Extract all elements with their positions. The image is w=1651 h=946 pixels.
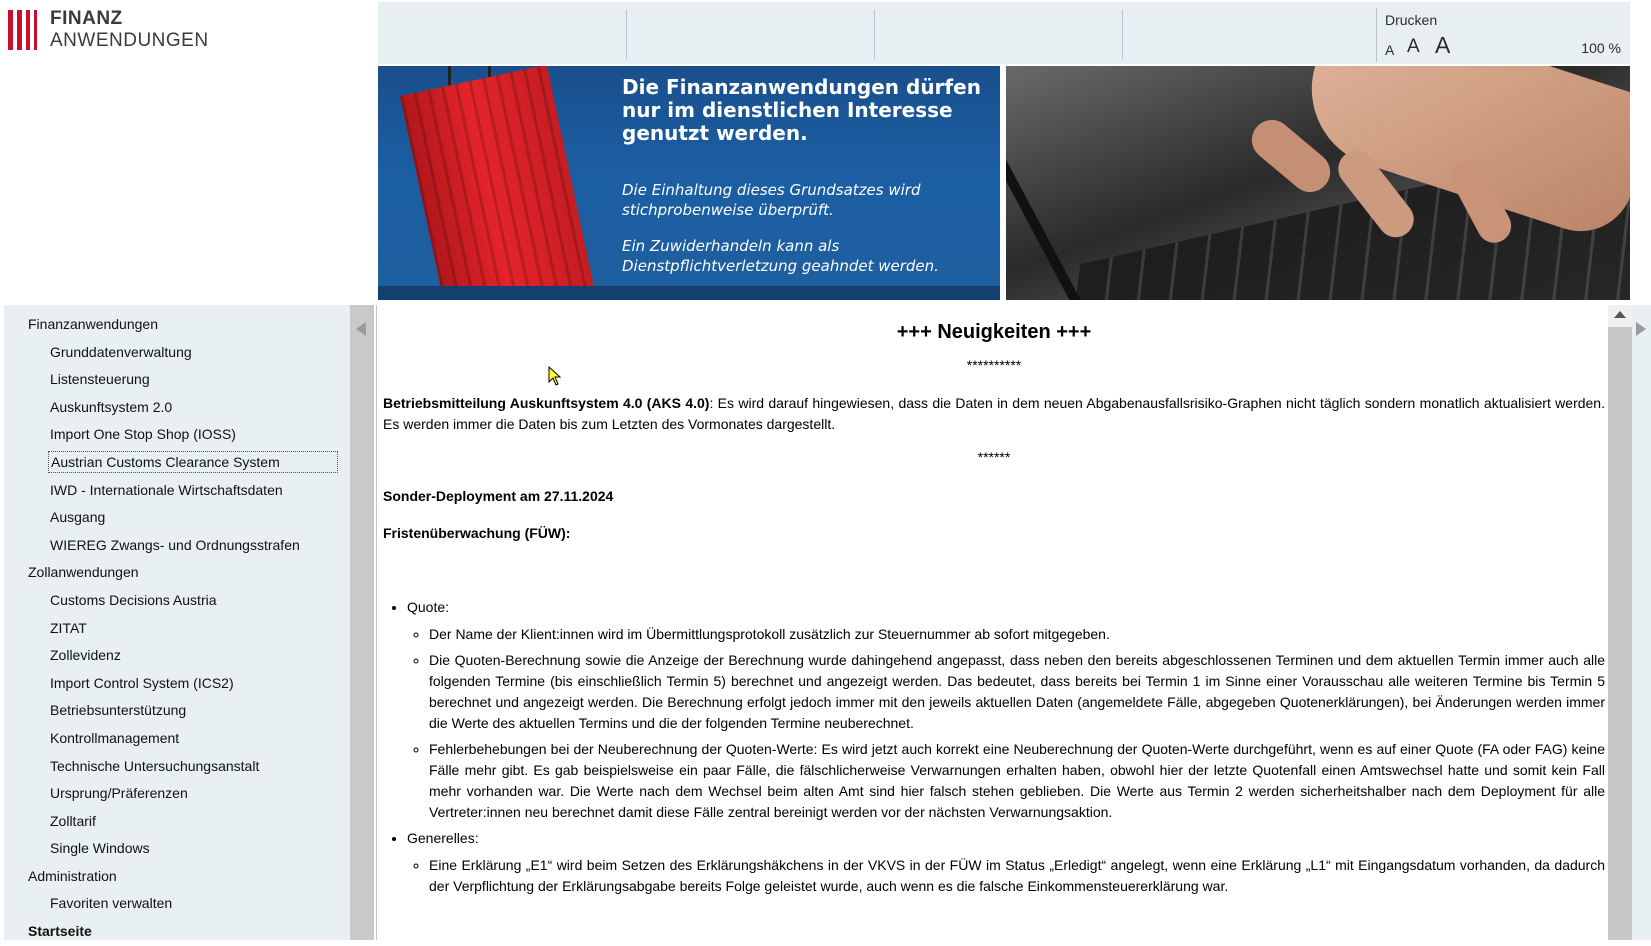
sidebar-item-label: Ausgang	[50, 509, 106, 526]
sidebar-item-label: Zollevidenz	[50, 647, 121, 664]
sidebar-item-label: Favoriten verwalten	[50, 895, 173, 912]
aks-notice-title: Betriebsmitteilung Auskunftsystem 4.0 (AKS 4.0)	[383, 395, 710, 411]
zoom-level: 100 %	[1581, 40, 1621, 56]
sidebar-item-label: Single Windows	[50, 840, 150, 857]
sidebar-item-label: IWD - Internationale Wirtschaftsdaten	[50, 481, 283, 498]
scroll-up-icon[interactable]	[1614, 311, 1626, 318]
sidebar-item-technische-untersuchungsanstalt[interactable]	[4, 753, 350, 781]
sidebar-item-auskunftsystem-2-0[interactable]	[4, 394, 350, 422]
news-content-pane	[376, 305, 1609, 940]
aks-notice-text: : Es wird darauf hingewiesen, dass die Daten in dem neuen Abgabenausfallsrisiko-Graphen nicht täglich sondern monatlich aktualisiert werden. Es werden immer die Daten bis zum Letzten des Vormonates dargestellt.	[383, 395, 1605, 432]
news-title: +++ Neuigkeiten +++	[896, 321, 1092, 343]
sidebar-item-startseite[interactable]	[4, 918, 350, 946]
list-item: ◦ Eine Erklärung „E1“ wird beim Setzen des Erklärungshäkchens in der VKVS in der FÜW im Status „Erledigt“ angelegt, wenn eine Erklärung „L1“ mit Eingangsdatum vorhanden, da dadurch der Verpflichtung der Erklärungsabgabe bereits Folge geleistet wurde, auch wenn es die falsche Einkommensteuererklärung war.	[429, 855, 1605, 897]
shipping-container-graphic	[400, 66, 595, 300]
sidebar-item-label: Administration	[28, 867, 117, 884]
sidebar-item-zolltarif[interactable]	[4, 808, 350, 836]
sidebar-item-customs-decisions-austria[interactable]	[4, 587, 350, 615]
sidebar-item-kontrollmanagement[interactable]	[4, 725, 350, 753]
content-scrollbar[interactable]	[1608, 305, 1632, 940]
sidebar-item-zitat[interactable]	[4, 615, 350, 643]
sidebar-item-favoriten-verwalten[interactable]	[4, 890, 350, 918]
general-label: Generelles:	[407, 830, 479, 846]
sidebar-item-label: ZITAT	[50, 619, 87, 636]
font-size-large-button[interactable]: A	[1435, 32, 1451, 58]
banner-headline: Die Finanzanwendungen dürfen nur im dienstlichen Interesse genutzt werden.	[622, 75, 981, 145]
sidebar-item-import-one-stop-shop-ioss[interactable]	[4, 421, 350, 449]
banner-keyboard-image	[1006, 66, 1630, 300]
sidebar-item-ursprung-präferenzen[interactable]	[4, 780, 350, 808]
sidebar-item-label: Customs Decisions Austria	[50, 591, 217, 608]
quote-sublist	[407, 624, 1605, 823]
finanz-logo	[8, 8, 368, 58]
sidebar-item-label: WIEREG Zwangs- und Ordnungsstrafen	[50, 536, 300, 553]
right-collapse-strip	[1632, 305, 1651, 940]
collapse-left-icon[interactable]	[356, 322, 366, 336]
nav-list	[4, 311, 350, 946]
sidebar-item-label: Ursprung/Präferenzen	[50, 785, 188, 802]
sidebar-item-betriebsunterstützung[interactable]	[4, 697, 350, 725]
sidebar-splitter[interactable]	[350, 305, 374, 940]
sidebar-item-import-control-system-ics2[interactable]	[4, 670, 350, 698]
deployment-heading: Sonder-Deployment am 27.11.2024	[383, 488, 614, 504]
sidebar-item-label: Listensteuerung	[50, 371, 150, 388]
mouse-pointer-icon	[548, 366, 562, 386]
toolbar-divider	[1122, 10, 1123, 60]
banner-notice-2: Ein Zuwiderhandeln kann als Dienstpflichtverletzung geahndet werden.	[622, 237, 939, 275]
font-size-medium-button[interactable]: A	[1407, 36, 1420, 57]
separator-stars: ******	[977, 449, 1011, 465]
sidebar-item-ausgang[interactable]	[4, 504, 350, 532]
sidebar-item-zollanwendungen[interactable]	[4, 559, 350, 587]
sidebar-item-label: Betriebsunterstützung	[50, 702, 187, 719]
sidebar-item-zollevidenz[interactable]	[4, 642, 350, 670]
list-item: ◦ Fehlerbehebungen bei der Neuberechnung der Quoten-Werte: Es wird jetzt auch korrekt eine Neuberechnung der Quoten-Werte durchgeführt, wenn es auf einer Quote (FA oder FAG) keine Fälle mehr gibt. Es gab beispielsweise ein paar Fälle, die fälschlicherweise Verwarnungen erhalten haben, obwohl hier der letzte Quotenfall einen Amtswechsel hatte und somit kein Fall mehr vorhanden war. Die Werte nach dem Wechsel beim alten Amt sind hier falsch stehen geblieben. Die Werte aus Termin 2 werden sicherheitshalber nach dem Deployment für alle Vertreter:innen neu berechnet damit diese Fälle zentral bereinigt werden vor der nächsten Verwarnungsaktion.	[429, 739, 1605, 823]
sidebar-item-grunddatenverwaltung[interactable]	[4, 339, 350, 367]
sidebar-item-label: Zollanwendungen	[28, 564, 139, 581]
general-sublist	[407, 855, 1605, 897]
sidebar-item-label: Grunddatenverwaltung	[50, 343, 192, 360]
sidebar-item-label: Import Control System (ICS2)	[50, 674, 234, 691]
sidebar-item-label: Startseite	[28, 923, 92, 940]
quote-label: Quote:	[407, 599, 450, 615]
scrollbar-track[interactable]	[1608, 327, 1632, 940]
toolbar-divider	[626, 10, 627, 60]
sidebar-item-label: Import One Stop Shop (IOSS)	[50, 426, 236, 443]
sidebar-navigation	[4, 305, 350, 940]
print-link[interactable]: Drucken	[1385, 12, 1438, 28]
sidebar-item-label: Austrian Customs Clearance System	[48, 451, 338, 473]
banner-container-image	[378, 66, 1000, 300]
banner-footer-strip	[378, 286, 1000, 300]
sidebar-item-single-windows[interactable]	[4, 835, 350, 863]
list-item: ◦ Der Name der Klient:innen wird im Übermittlungsprotokoll zusätzlich zur Steuernummer ab sofort mitgegeben.	[429, 624, 1605, 645]
fuew-heading: Fristenüberwachung (FÜW):	[383, 525, 571, 541]
list-item	[407, 597, 1605, 823]
sidebar-item-label: Technische Untersuchungsanstalt	[50, 757, 260, 774]
sidebar-item-label: Zolltarif	[50, 812, 96, 829]
sidebar-item-listensteuerung[interactable]	[4, 366, 350, 394]
sidebar-item-administration[interactable]	[4, 863, 350, 891]
font-size-small-button[interactable]: A	[1385, 42, 1395, 58]
sidebar-item-iwd-internationale-wirtschaftsdaten[interactable]	[4, 477, 350, 505]
list-item: ◦ Die Quoten-Berechnung sowie die Anzeige der Berechnung wurde dahingehend angepasst, dass neben den bereits abgeschlossenen Terminen und dem aktuellen Termin immer auch alle folgenden Termine (bis einschließlich Termin 5) berechnet und angezeigt werden. Das bedeutet, dass bereits bei Termin 1 im Sinne einer Vorausschau alle weiteren Termine bis Termin 5 berechnet und angezeigt werden. Die Berechnung erfolgt jedoch immer mit den jeweils aktuellen Daten (angemeldete Fälle, abgegeben Quotenerklärungen), bei Änderungen werden immer die Werte des aktuellen Termins und die der folgenden Termine neuberechnet.	[429, 650, 1605, 734]
aks-notice	[383, 393, 1605, 435]
sidebar-item-label: Finanzanwendungen	[28, 316, 158, 332]
logo-line1: FINANZ	[50, 8, 123, 29]
sidebar-item-wiereg-zwangs-und-ordnungsstrafen[interactable]	[4, 532, 350, 560]
logo-line2: ANWENDUNGEN	[50, 30, 209, 51]
sidebar-item-finanzanwendungen[interactable]	[4, 311, 350, 339]
sidebar-item-austrian-customs-clearance-system[interactable]	[4, 449, 350, 477]
collapse-right-icon[interactable]	[1636, 322, 1646, 336]
separator-stars: **********	[966, 357, 1022, 373]
print-font-area	[1376, 8, 1637, 62]
news-bullet-list	[383, 597, 1605, 897]
sidebar-item-label: Kontrollmanagement	[50, 729, 180, 746]
banner-notice-1: Die Einhaltung dieses Grundsatzes wird stichprobenweise überprüft.	[622, 181, 921, 219]
list-item	[407, 828, 1605, 897]
toolbar-divider	[874, 10, 875, 60]
sidebar-item-label: Auskunftsystem 2.0	[50, 398, 173, 415]
